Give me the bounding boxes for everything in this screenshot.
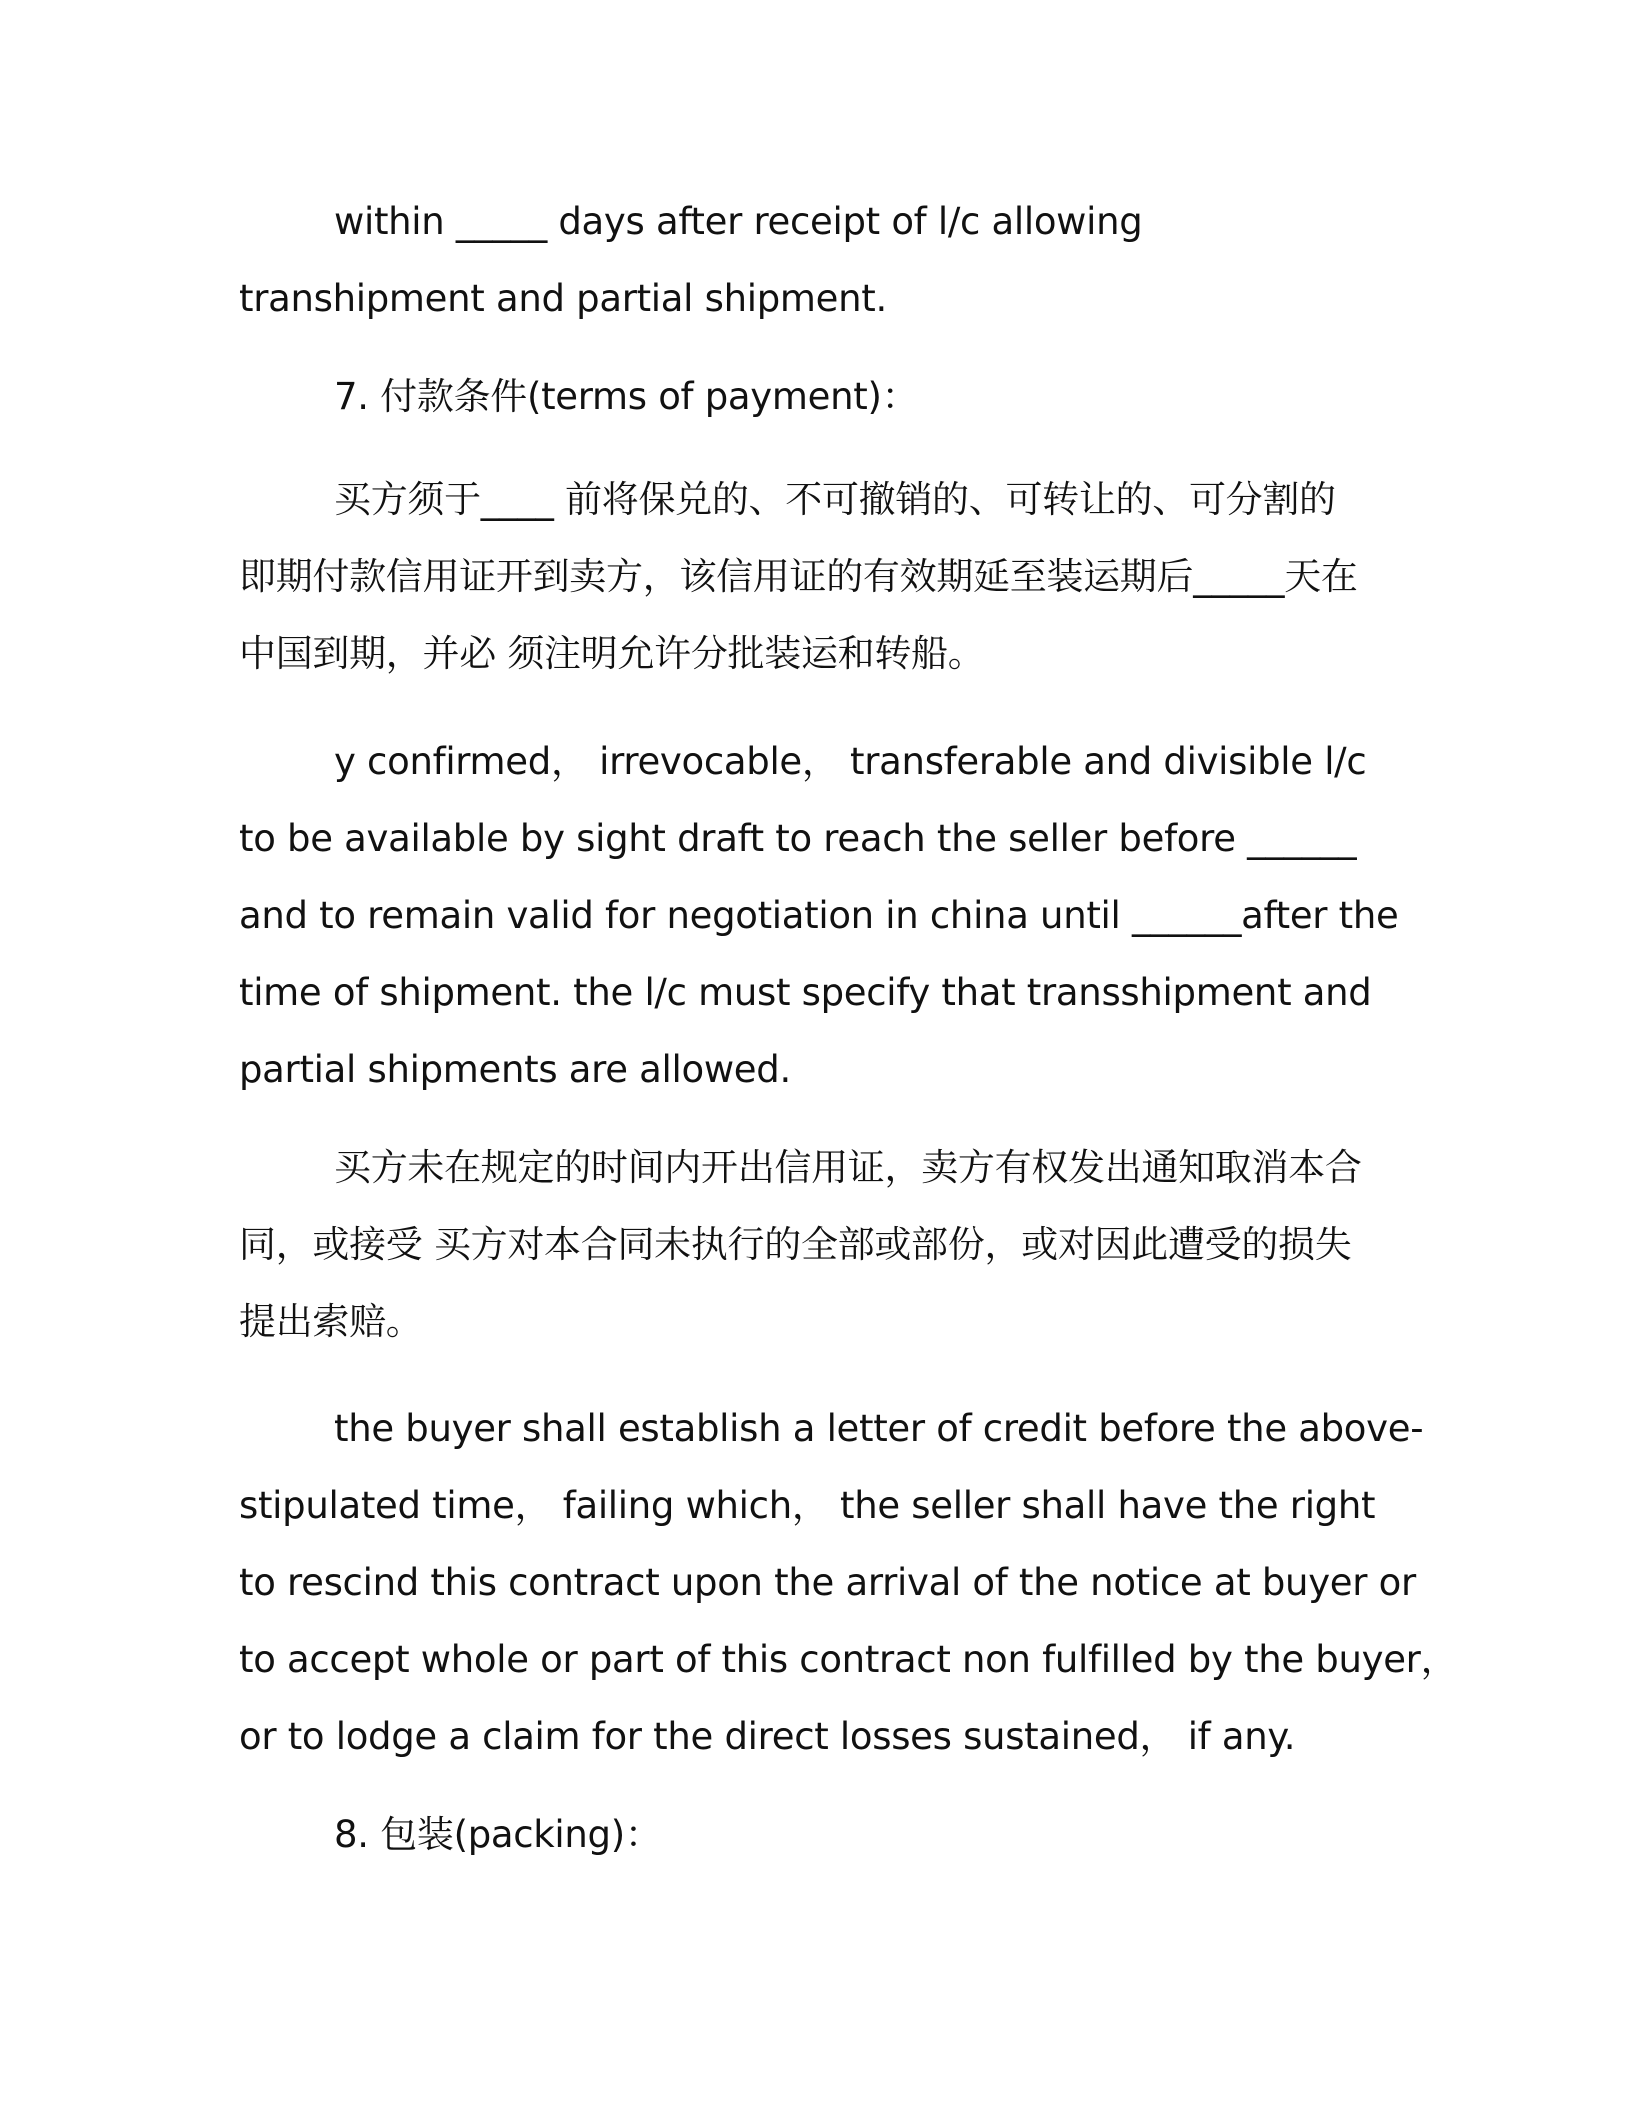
text-line-cn-payment-2: 即期付款信用证开到卖方，该信用证的有效期延至装运期后_____天在 [239,555,1358,598]
text-line-cn-payment-3: 中国到期，并必 须注明允许分批装运和转船。 [239,632,985,675]
text-line-cn-cancel-1: 买方未在规定的时间内开出信用证，卖方有权发出通知取消本合 [334,1146,1362,1189]
text-line-en-payment-2: to be available by sight draft to reach the seller before ______ [239,817,1357,860]
text-line-transhipment: transhipment and partial shipment. [239,277,887,320]
text-line-en-payment-5: partial shipments are allowed. [239,1048,791,1091]
text-line-en-payment-1: y confirmed， irrevocable， transferable and divisible l/c [334,740,1367,783]
text-line-en-cancel-3: to rescind this contract upon the arrival of the notice at buyer or [239,1561,1416,1604]
section-heading-terms-of-payment: 7. 付款条件(terms of payment)： [334,375,919,418]
text-line-shipment-days: within _____ days after receipt of l/c allowing [334,200,1143,243]
text-line-en-cancel-1: the buyer shall establish a letter of credit before the above- [334,1407,1424,1450]
text-line-en-cancel-4: to accept whole or part of this contract non fulfilled by the buyer， [239,1638,1458,1681]
text-line-cn-cancel-2: 同，或接受 买方对本合同未执行的全部或部份，或对因此遭受的损失 [239,1223,1352,1266]
text-line-en-cancel-2: stipulated time， failing which， the seller shall have the right [239,1484,1376,1527]
text-line-en-payment-4: time of shipment. the l/c must specify that transshipment and [239,971,1372,1014]
text-line-cn-cancel-3: 提出索赔。 [239,1300,423,1343]
text-line-cn-payment-1: 买方须于____ 前将保兑的、不可撤销的、可转让的、可分割的 [334,478,1336,521]
section-heading-packing: 8. 包装(packing)： [334,1813,662,1856]
text-line-en-payment-3: and to remain valid for negotiation in china until ______after the [239,894,1399,937]
text-line-en-cancel-5: or to lodge a claim for the direct losses sustained， if any. [239,1715,1296,1758]
